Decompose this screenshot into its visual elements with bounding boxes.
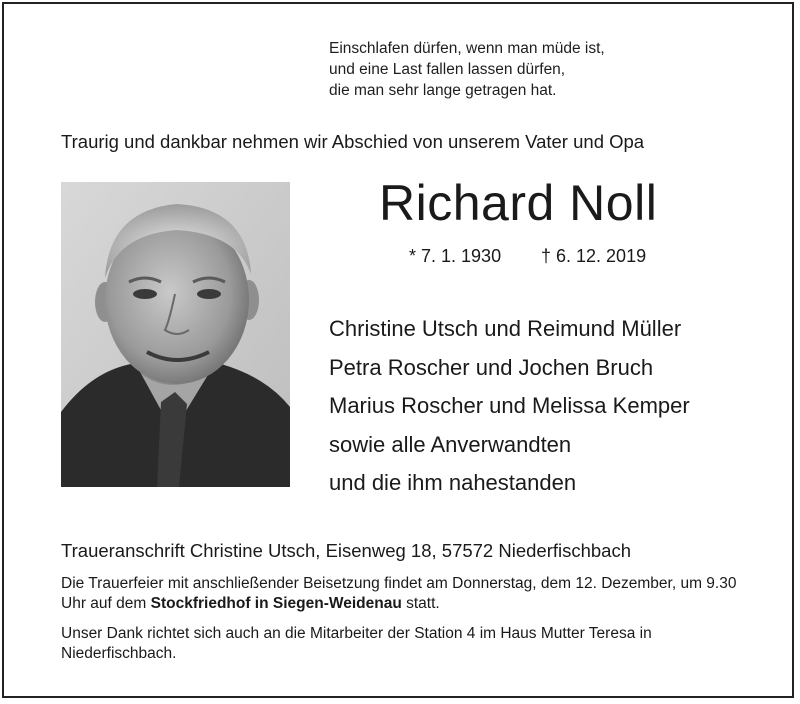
service-text-before: Die Trauerfeier mit anschließender Beisetzung findet am Donnerstag, dem 12. Dezember, um 9.30 Uhr auf dem (61, 575, 737, 612)
mourner-line: und die ihm nahestanden (329, 470, 577, 495)
service-text-after: statt. (401, 595, 440, 612)
deceased-name: Richard Noll (379, 175, 658, 231)
mourner-line: Petra Roscher und Jochen Bruch (329, 354, 654, 380)
mourner-line: Marius Roscher und Melissa Kemper (329, 393, 690, 418)
portrait-photo (61, 182, 290, 487)
thanks-text: Unser Dank richtet sich auch an die Mitarbeiter der Station 4 im Haus Mutter Teresa in Niederfischbach. (61, 625, 652, 662)
cemetery-name: Stockfriedhof in Siegen-Weidenau (150, 595, 402, 612)
mourning-address: Traueranschrift Christine Utsch, Eisenweg 18, 57572 Niederfischbach (61, 540, 632, 561)
mourners-list (329, 310, 690, 503)
death-date: † 6. 12. 2019 (541, 246, 647, 266)
mourner-line: Christine Utsch und Reimund Müller (329, 316, 682, 341)
mourner-line: sowie alle Anverwandten (329, 431, 572, 457)
birth-date: * 7. 1. 1930 (409, 246, 502, 266)
motto-line: und eine Last fallen lassen dürfen, (329, 61, 566, 78)
motto-line: Einschlafen dürfen, wenn man müde ist, (329, 40, 605, 57)
motto-line: die man sehr lange getragen hat. (329, 82, 557, 99)
motto-poem (329, 38, 605, 101)
funeral-service-text (61, 574, 751, 614)
intro-text: Traurig und dankbar nehmen wir Abschied von unserem Vater und Opa (61, 131, 645, 152)
